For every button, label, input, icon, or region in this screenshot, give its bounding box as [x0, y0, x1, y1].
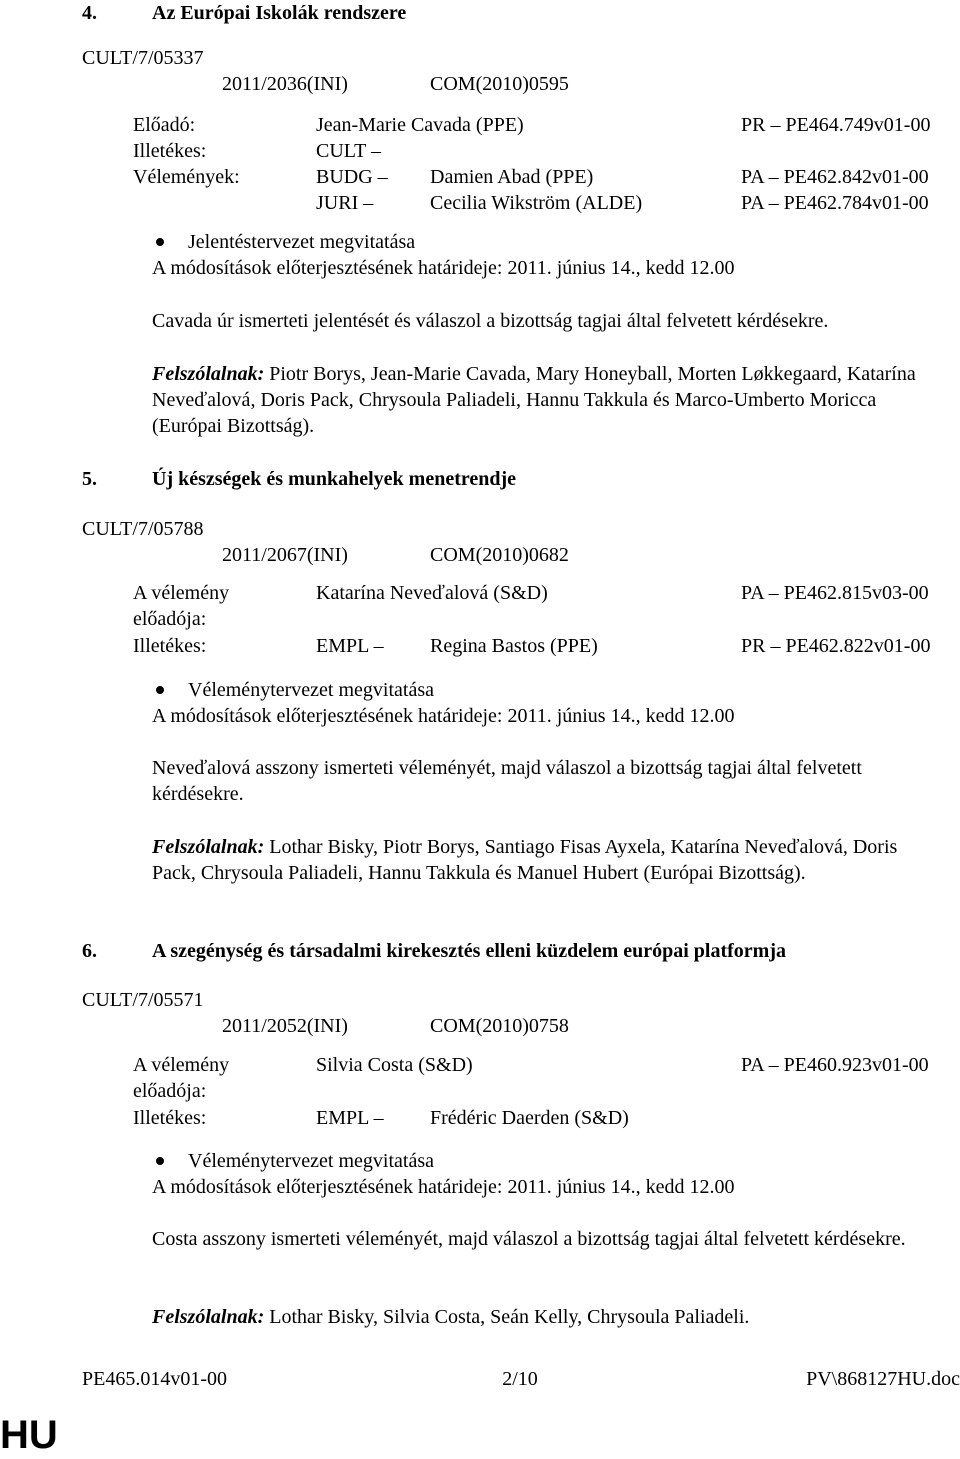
footer-file-name: PV\868127HU.doc	[806, 1368, 960, 1390]
deadline-text: A módosítások előterjesztésének határideje: 2011. június 14., kedd 12.00	[152, 705, 735, 727]
section-4-com: COM(2010)0595	[430, 73, 569, 95]
section-5-com: COM(2010)0682	[430, 544, 569, 566]
speakers-list: Lothar Bisky, Piotr Borys, Santiago Fisas Ayxela, Katarína Neveďalová, Doris Pack, Chrysoula Paliadeli, Hannu Takkula és Manuel Hubert (Európai Bizottság).	[152, 836, 898, 884]
role-name: Katarína Neveďalová (S&D)	[316, 582, 548, 604]
role-label: Előadó:	[133, 114, 196, 136]
summary-text: Costa asszony ismerteti véleményét, majd válaszol a bizottság tagjai által felvetett kérdésekre.	[152, 1228, 906, 1250]
role-committee: EMPL –	[316, 1107, 384, 1129]
role-doc: PA – PE462.815v03-00	[741, 582, 929, 604]
section-6-com: COM(2010)0758	[430, 1015, 569, 1037]
section-4-number: 4.	[82, 2, 97, 24]
section-6-procedure: 2011/2052(INI)	[222, 1015, 348, 1037]
summary-text: Neveďalová asszony ismerteti véleményét, majd válaszol a bizottság tagjai által felvetett kérdésekre.	[152, 757, 862, 805]
role-label: A vélemény előadója:	[133, 582, 230, 630]
bullet-text: Véleménytervezet megvitatása	[188, 679, 434, 701]
section-5-ref: CULT/7/05788	[82, 518, 204, 540]
speakers-label: Felszólalnak:	[152, 363, 265, 385]
role-name: Regina Bastos (PPE)	[430, 635, 598, 657]
role-label: Illetékes:	[133, 140, 207, 162]
speakers-paragraph	[152, 1304, 942, 1330]
bullet-dot-icon	[156, 238, 164, 246]
speakers-label: Felszólalnak:	[152, 836, 265, 858]
role-doc: PR – PE464.749v01-00	[741, 114, 931, 136]
role-committee: CULT –	[316, 140, 382, 162]
section-5-title: Új készségek és munkahelyek menetrendje	[152, 468, 517, 490]
role-doc: PA – PE460.923v01-00	[741, 1054, 929, 1076]
section-6-number: 6.	[82, 940, 97, 962]
role-label: Illetékes:	[133, 635, 207, 657]
footer-page-number: 2/10	[502, 1368, 538, 1390]
speakers-list: Lothar Bisky, Silvia Costa, Seán Kelly, Chrysoula Paliadeli.	[269, 1306, 750, 1328]
section-6-ref: CULT/7/05571	[82, 989, 204, 1011]
section-4-procedure: 2011/2036(INI)	[222, 73, 348, 95]
role-label: Illetékes:	[133, 1107, 207, 1129]
speakers-paragraph	[152, 361, 942, 439]
role-name: Cecilia Wikström (ALDE)	[430, 192, 643, 214]
role-name: Silvia Costa (S&D)	[316, 1054, 473, 1076]
role-name: Damien Abad (PPE)	[430, 166, 594, 188]
section-4-title: Az Európai Iskolák rendszere	[152, 2, 407, 24]
speakers-label: Felszólalnak:	[152, 1306, 265, 1328]
section-5-number: 5.	[82, 468, 97, 490]
role-doc: PA – PE462.784v01-00	[741, 192, 929, 214]
role-label: Vélemények:	[133, 166, 240, 188]
section-4-ref: CULT/7/05337	[82, 47, 204, 69]
footer-doc-id: PE465.014v01-00	[82, 1368, 227, 1390]
role-doc: PA – PE462.842v01-00	[741, 166, 929, 188]
role-name: Frédéric Daerden (S&D)	[430, 1107, 629, 1129]
role-name: Jean-Marie Cavada (PPE)	[316, 114, 524, 136]
speakers-list: Piotr Borys, Jean-Marie Cavada, Mary Honeyball, Morten Løkkegaard, Katarína Neveďalová, Doris Pack, Chrysoula Paliadeli, Hannu Takkula és Marco-Umberto Moricca (Európai Bizottság).	[152, 363, 916, 437]
bullet-text: Jelentéstervezet megvitatása	[188, 231, 416, 253]
role-committee: EMPL –	[316, 635, 384, 657]
deadline-text: A módosítások előterjesztésének határideje: 2011. június 14., kedd 12.00	[152, 1176, 735, 1198]
bullet-dot-icon	[156, 686, 164, 694]
speakers-paragraph	[152, 834, 942, 886]
bullet-dot-icon	[156, 1157, 164, 1165]
section-6-title: A szegénység és társadalmi kirekesztés elleni küzdelem európai platformja	[152, 940, 786, 962]
footer-language-code: HU	[0, 1413, 58, 1457]
bullet-text: Véleménytervezet megvitatása	[188, 1150, 434, 1172]
role-committee: BUDG –	[316, 166, 388, 188]
summary-text: Cavada úr ismerteti jelentését és válaszol a bizottság tagjai által felvetett kérdésekre.	[152, 310, 829, 332]
deadline-text: A módosítások előterjesztésének határideje: 2011. június 14., kedd 12.00	[152, 257, 735, 279]
role-committee: JURI –	[316, 192, 374, 214]
role-label: A vélemény előadója:	[133, 1054, 230, 1102]
role-doc: PR – PE462.822v01-00	[741, 635, 931, 657]
section-5-procedure: 2011/2067(INI)	[222, 544, 348, 566]
